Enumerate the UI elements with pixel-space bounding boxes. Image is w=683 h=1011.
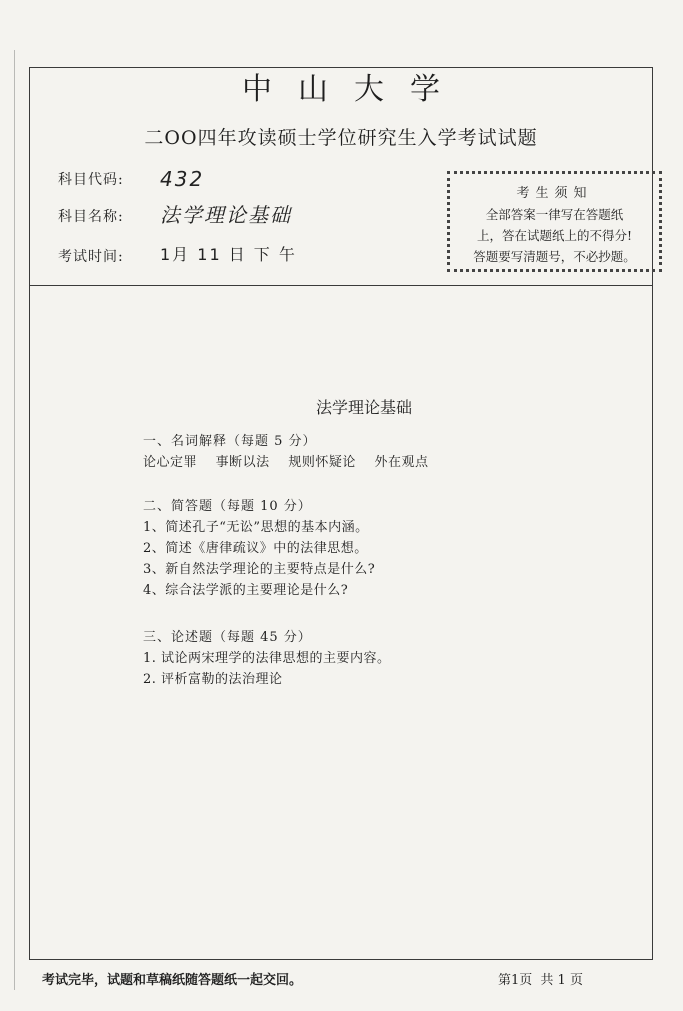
notice-title: 考生须知: [516, 186, 593, 201]
notice-line: 答题要写清题号，不必抄题。: [473, 249, 636, 264]
subject-code-value: 432: [160, 167, 205, 191]
notice-body: [450, 204, 659, 267]
section-short-answer: [143, 496, 603, 601]
page-number: 第1页: [498, 973, 533, 988]
question-item: 3、新自然法学理论的主要特点是什么?: [143, 562, 376, 577]
candidate-notice-box: [447, 171, 662, 272]
question-item: 2. 评析富勒的法治理论: [143, 672, 283, 687]
section-heading: 三、论述题（每题 45 分）: [143, 630, 312, 645]
binding-edge-line: [14, 50, 15, 990]
subject-code-label: 科目代码:: [58, 172, 124, 188]
term-item: 规则怀疑论: [288, 455, 356, 470]
question-item: 1. 试论两宋理学的法律思想的主要内容。: [143, 651, 391, 666]
university-name: 中山大学: [242, 72, 466, 107]
question-item: 4、综合法学派的主要理论是什么?: [143, 583, 349, 598]
section-heading: 二、简答题（每题 10 分）: [143, 499, 312, 514]
subject-title: 法学理论基础: [315, 398, 412, 417]
header-divider: [29, 285, 653, 286]
page-total: 共 1 页: [540, 973, 583, 988]
exam-title: 二OO四年攻读硕士学位研究生入学考试试题: [144, 127, 538, 149]
footer-instruction: 考试完毕，试题和草稿纸随答题纸一起交回。: [42, 973, 303, 988]
exam-time-label: 考试时间:: [58, 249, 124, 265]
subject-name-value: 法学理论基础: [160, 203, 292, 227]
section-heading: 一、名词解释（每题 5 分）: [143, 434, 317, 449]
page-indicator: [498, 971, 587, 991]
question-item: 1、简述孔子“无讼”思想的基本内涵。: [143, 520, 369, 535]
term-list: [143, 452, 603, 473]
section-essay: [143, 627, 603, 690]
term-item: 外在观点: [374, 455, 429, 470]
term-item: 事断以法: [215, 455, 270, 470]
exam-time-value: 1月 11 日 下 午: [160, 245, 297, 264]
notice-line: 上，答在试题纸上的不得分!: [476, 228, 633, 243]
section-term-definitions: [143, 431, 603, 473]
question-item: 2、简述《唐律疏议》中的法律思想。: [143, 541, 368, 556]
term-item: 论心定罪: [143, 455, 198, 470]
notice-line: 全部答案一律写在答题纸: [485, 207, 624, 222]
subject-name-label: 科目名称:: [58, 209, 124, 225]
